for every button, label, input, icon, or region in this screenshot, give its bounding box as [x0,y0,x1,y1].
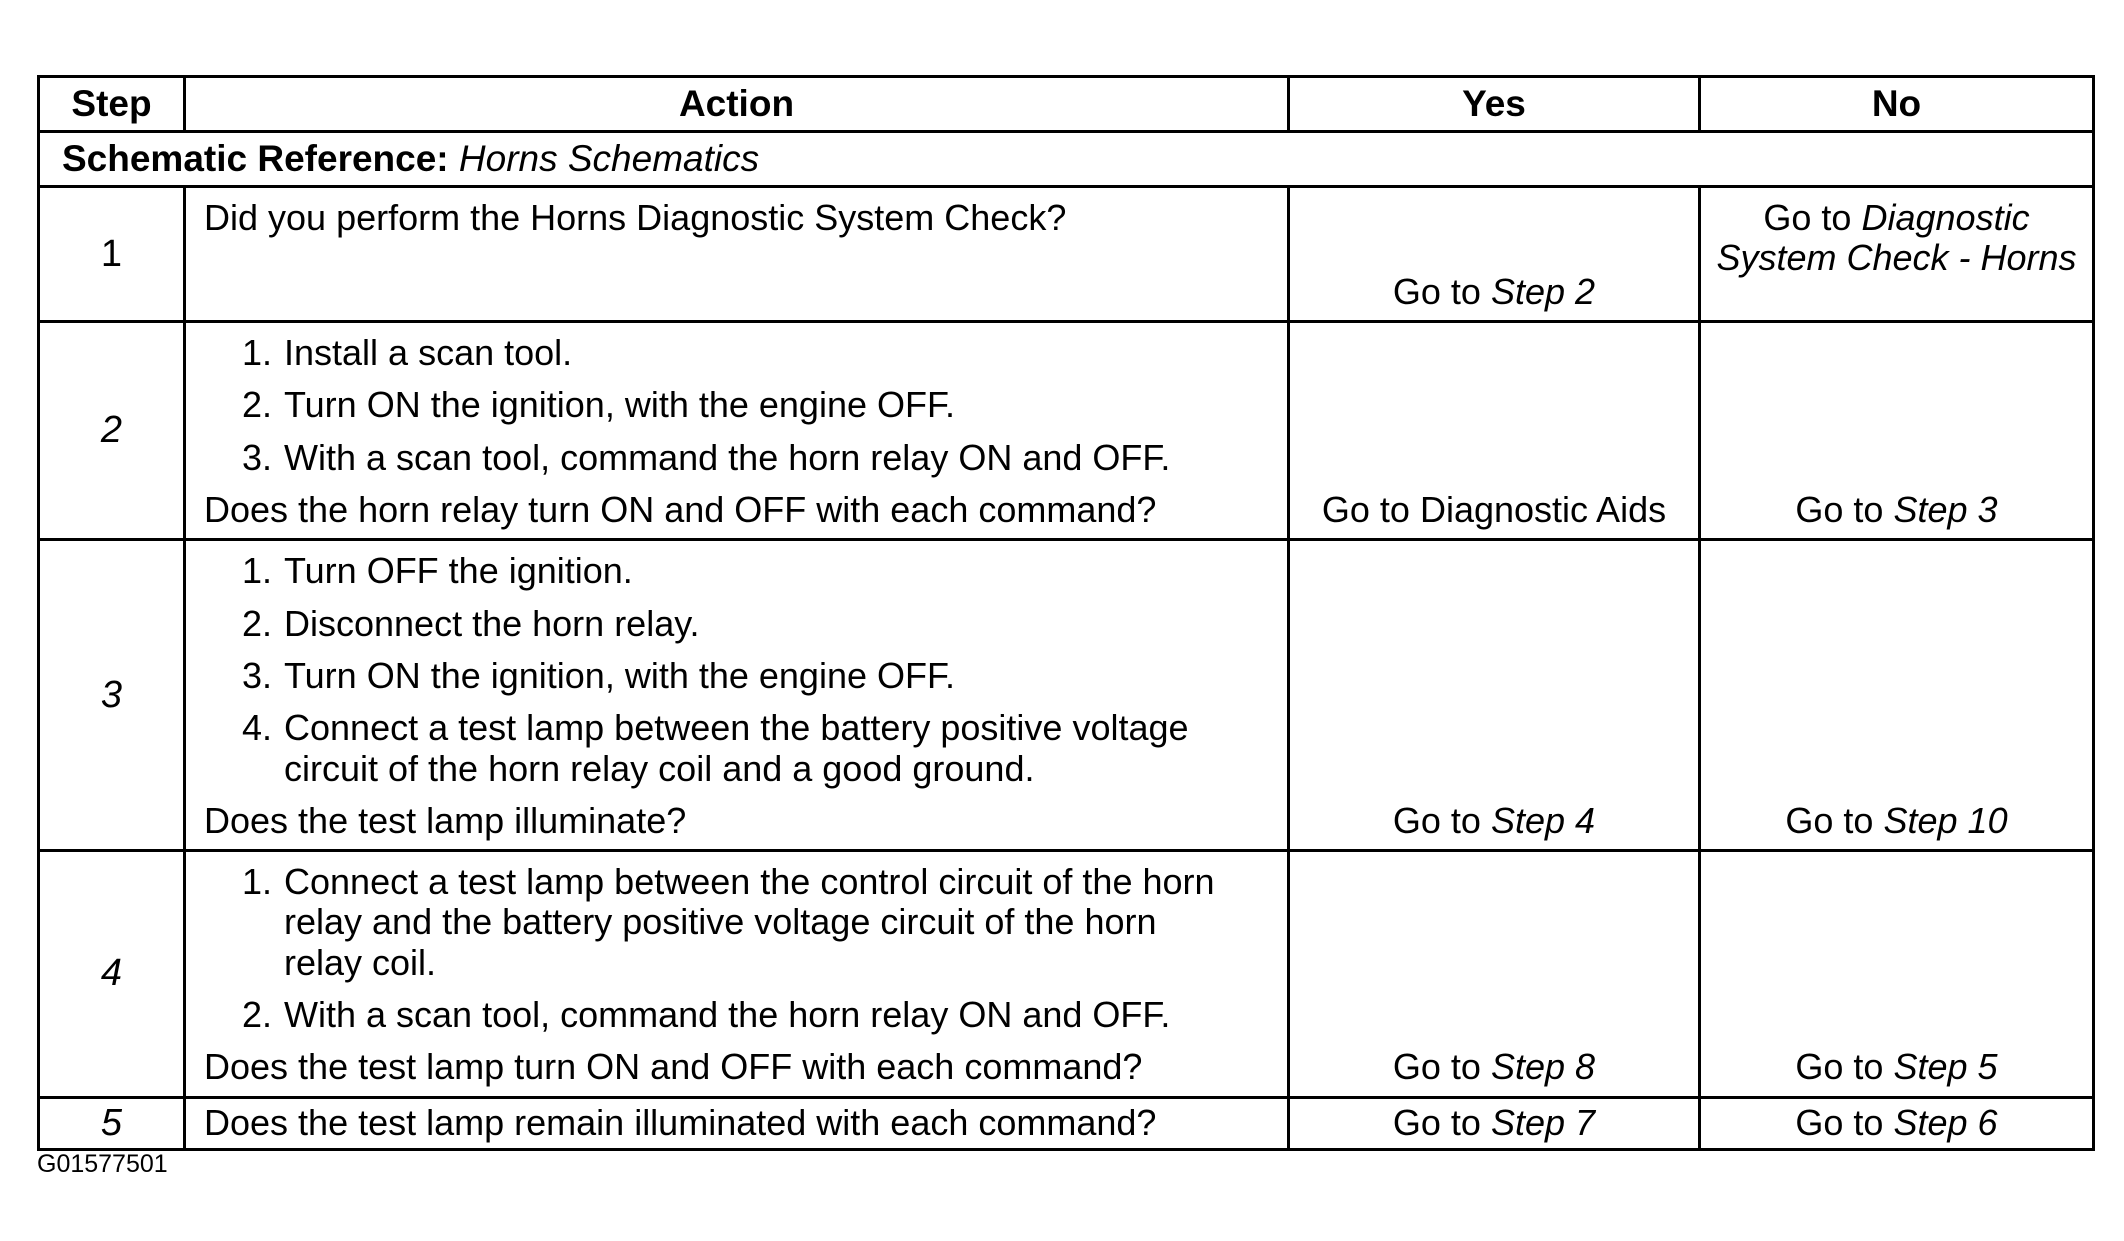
question: Does the test lamp turn ON and OFF with each command? [204,1046,1143,1088]
yes-cell[interactable] [1289,322,1700,540]
schematic-reference-label: Schematic Reference: [62,138,449,179]
question: Did you perform the Horns Diagnostic System Check? [204,197,1067,238]
action-item-text: Connect a test lamp between the control circuit of the horn relay and the battery positive voltage circuit of the horn relay coil. [284,861,1215,983]
step-number: 3 [39,540,185,851]
action-item-text: Turn ON the ignition, with the engine OFF. [284,654,955,696]
action-item-text: Install a scan tool. [284,332,573,373]
table-row [39,851,2094,1098]
diagnostic-table [37,75,2095,1151]
no-target[interactable]: Step 3 [1893,488,1998,530]
yes-prefix: Go to [1392,1046,1481,1088]
question: Does the test lamp remain illuminated with each command? [204,1102,1157,1144]
yes-target[interactable]: Step 7 [1490,1102,1596,1144]
table-row [39,322,2094,540]
schematic-reference-link[interactable]: Horns Schematics [458,138,760,179]
list-item: 1. Turn OFF the ignition. [204,551,1277,591]
header-row [39,77,2094,132]
list-item: 1. Connect a test lamp between the control circuit of the horn relay and the battery positive voltage circuit of the horn relay coil. [204,862,1277,983]
yes-target[interactable]: Step 4 [1490,799,1596,841]
header-yes: Yes [1289,77,1700,132]
action-item-text: Turn OFF the ignition. [284,550,633,592]
header-step: Step [39,77,185,132]
no-target[interactable]: Diagnostic System Check - Horns [1716,197,2077,279]
yes-cell[interactable] [1289,851,1700,1098]
table-row [39,540,2094,851]
list-item: 3. Turn ON the ignition, with the engine OFF. [204,656,1277,696]
action-item-text: Connect a test lamp between the battery positive voltage circuit of the horn relay coil and a good ground. [284,707,1189,789]
list-item: 1. Install a scan tool. [204,333,1277,373]
no-cell[interactable] [1700,1097,2094,1149]
action-item-text: Disconnect the horn relay. [284,602,700,644]
yes-target[interactable]: Step 2 [1490,270,1596,312]
header-no: No [1700,77,2094,132]
no-target[interactable]: Step 5 [1893,1046,1998,1088]
yes-cell[interactable] [1289,540,1700,851]
no-target[interactable]: Step 10 [1883,799,2008,841]
question: Does the horn relay turn ON and OFF with each command? [204,488,1157,530]
no-prefix: Go to [1763,197,1852,238]
yes-cell[interactable] [1289,1097,1700,1149]
action-item-text: With a scan tool, command the horn relay ON and OFF. [284,436,1171,478]
action-cell [185,187,1289,322]
no-cell[interactable] [1700,322,2094,540]
step-number: 5 [39,1097,185,1149]
yes-prefix: Go to [1392,270,1481,312]
yes-prefix[interactable]: Go to Diagnostic Aids [1321,488,1667,530]
no-cell[interactable] [1700,540,2094,851]
yes-cell[interactable] [1289,187,1700,322]
action-cell [185,851,1289,1098]
no-prefix: Go to [1785,799,1874,841]
question: Does the test lamp illuminate? [204,799,687,841]
yes-prefix: Go to [1392,799,1481,841]
list-item: 2. With a scan tool, command the horn relay ON and OFF. [204,995,1277,1035]
no-cell[interactable] [1700,851,2094,1098]
list-item: 4. Connect a test lamp between the battery positive voltage circuit of the horn relay coil and a good ground. [204,708,1277,789]
figure-id: G01577501 [37,1150,168,1178]
no-cell[interactable] [1700,187,2094,322]
header-action: Action [185,77,1289,132]
table-row [39,187,2094,322]
list-item: 3. With a scan tool, command the horn relay ON and OFF. [204,438,1277,478]
action-cell [185,322,1289,540]
step-number: 1 [39,187,185,322]
no-target[interactable]: Step 6 [1893,1102,1998,1144]
action-list [204,862,1277,1035]
no-prefix: Go to [1795,1046,1884,1088]
list-item: 2. Turn ON the ignition, with the engine OFF. [204,385,1277,425]
action-list [204,551,1277,789]
list-item: 2. Disconnect the horn relay. [204,604,1277,644]
action-item-text: Turn ON the ignition, with the engine OFF. [284,384,955,426]
table-row [39,1097,2094,1149]
action-cell [185,540,1289,851]
yes-target[interactable]: Step 8 [1490,1046,1596,1088]
action-item-text: With a scan tool, command the horn relay ON and OFF. [284,994,1171,1036]
yes-prefix: Go to [1392,1102,1481,1144]
step-number: 2 [39,322,185,540]
step-number: 4 [39,851,185,1098]
action-list [204,333,1277,478]
no-prefix: Go to [1795,488,1884,530]
action-cell [185,1097,1289,1149]
schematic-reference [39,132,2094,187]
schematic-reference-row [39,132,2094,187]
no-prefix: Go to [1795,1102,1884,1144]
